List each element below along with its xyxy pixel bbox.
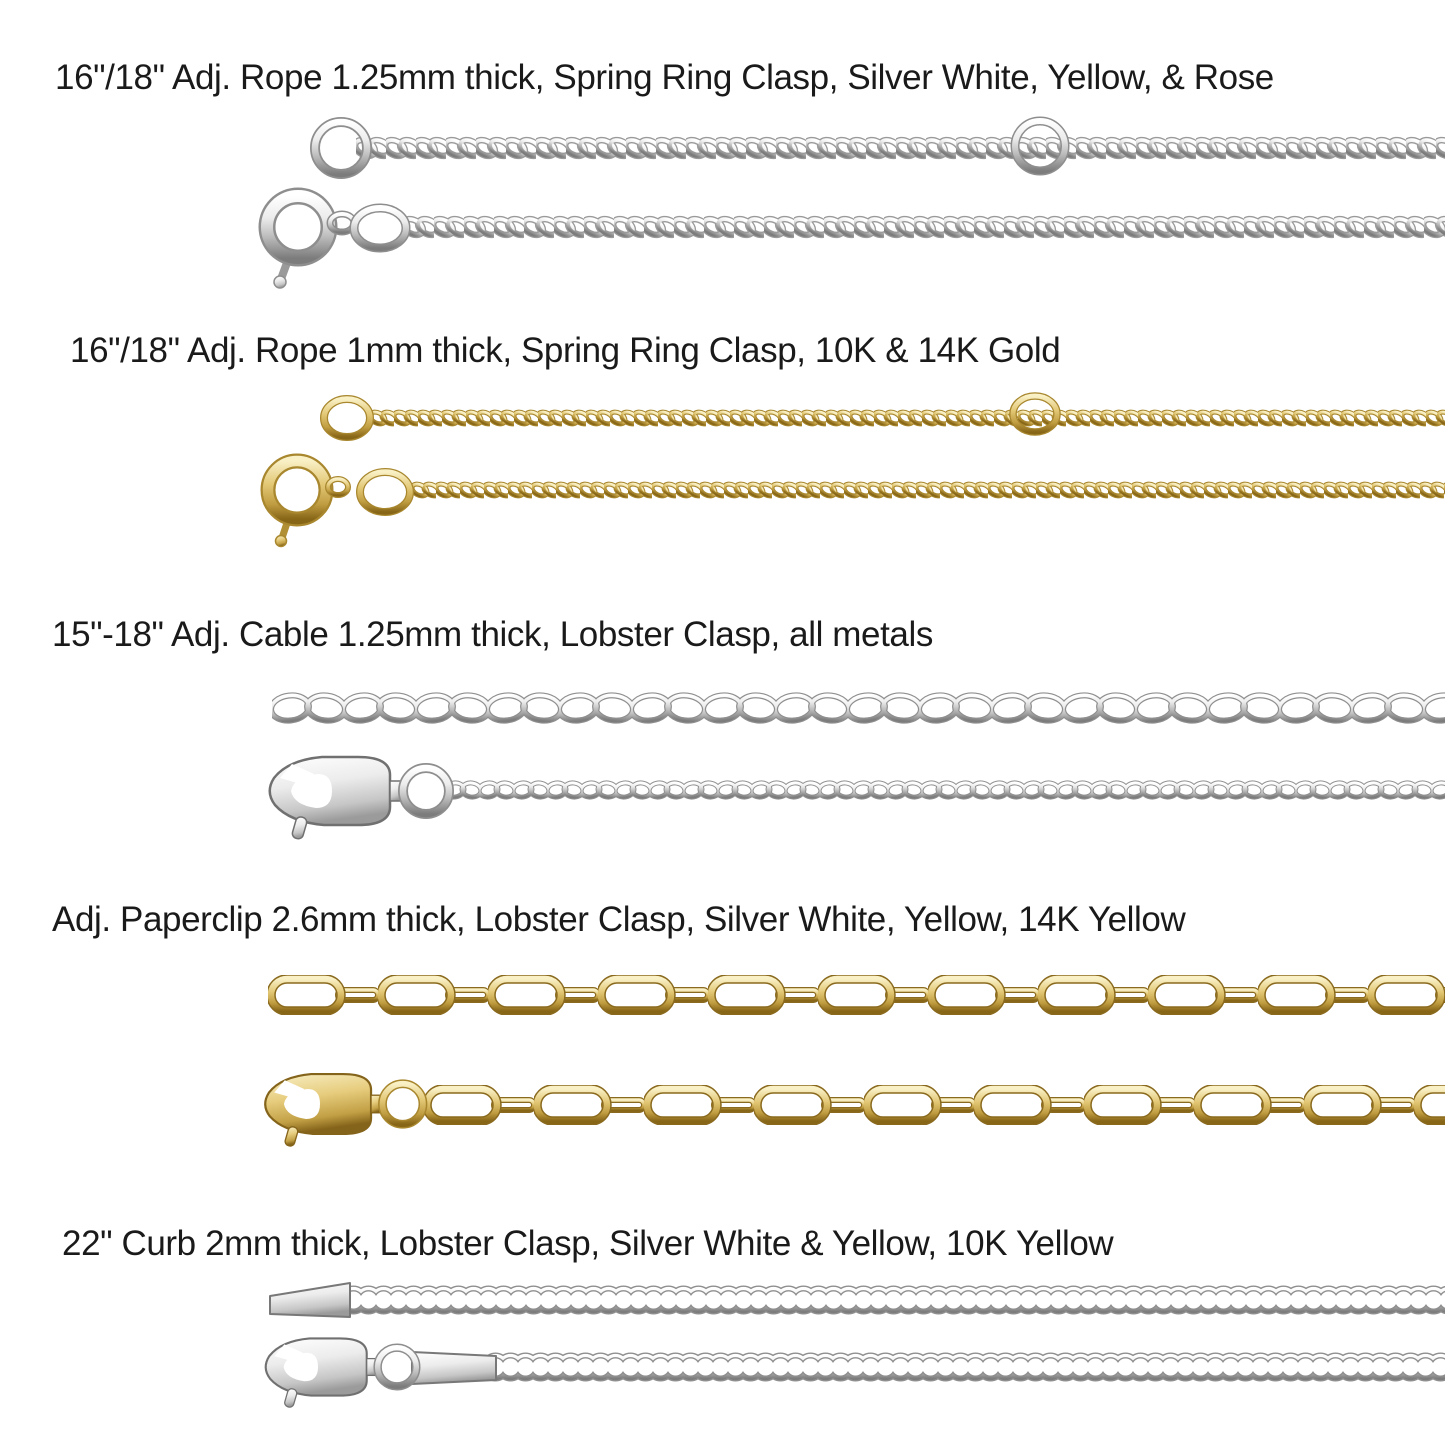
chain-end-tag-icon <box>270 1283 350 1317</box>
chain-label-curb: 22" Curb 2mm thick, Lobster Clasp, Silver White & Yellow, 10K Yellow <box>62 1224 1114 1263</box>
cable-extender-chain <box>272 690 1445 726</box>
rope-silver-clasp-chain <box>267 196 1445 288</box>
curb-top-chain <box>270 1282 1445 1318</box>
chain-label-paperclip: Adj. Paperclip 2.6mm thick, Lobster Clasp, Silver White, Yellow, 14K Yellow <box>52 900 1186 939</box>
chain-label-rope-silver: 16"/18" Adj. Rope 1.25mm thick, Spring Ring Clasp, Silver White, Yellow, & Rose <box>55 58 1274 97</box>
paperclip-top-chain <box>268 975 1445 1015</box>
paperclip-clasp-chain <box>265 1074 1445 1147</box>
chain-end-tag-icon <box>412 1352 496 1384</box>
chain-label-cable: 15"-18" Adj. Cable 1.25mm thick, Lobster Clasp, all metals <box>52 615 933 654</box>
chain-label-rope-gold: 16"/18" Adj. Rope 1mm thick, Spring Ring Clasp, 10K & 14K Gold <box>70 331 1061 370</box>
rope-gold-clasp-chain <box>268 461 1445 547</box>
spring-ring-clasp-icon <box>268 461 410 547</box>
spring-ring-clasp-icon <box>267 196 406 288</box>
lobster-clasp-icon <box>265 1074 423 1147</box>
rope-gold-top-chain <box>324 396 1445 437</box>
jump-ring-icon <box>324 399 370 437</box>
lobster-clasp-icon <box>266 1338 417 1408</box>
lobster-clasp-icon <box>270 757 449 840</box>
cable-clasp-chain <box>270 757 1445 840</box>
rope-silver-top-chain <box>315 121 1445 174</box>
curb-clasp-chain <box>266 1338 1445 1408</box>
